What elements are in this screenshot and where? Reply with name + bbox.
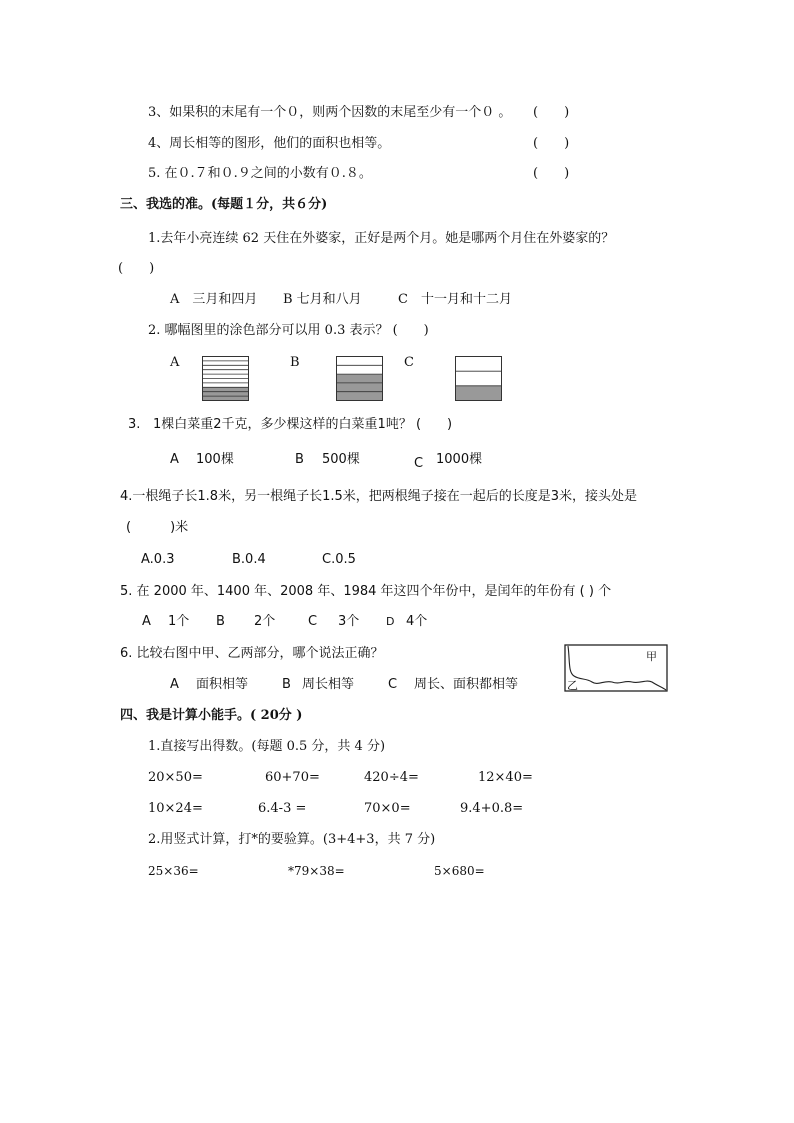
choice-q5-option-b[interactable]: 2个 <box>254 614 276 629</box>
choice-q2-label-c[interactable]: C <box>404 355 414 370</box>
figure-b-strips <box>336 356 384 402</box>
choice-q3-option-b[interactable]: 500棵 <box>322 452 360 467</box>
calc-item: 9.4+0.8= <box>460 801 524 816</box>
choice-q4-option-c[interactable]: C.0.5 <box>322 552 356 567</box>
choice-q6-option-c[interactable]: 周长、面积都相等 <box>414 677 519 692</box>
calc-vertical-item: 5×680= <box>434 864 485 878</box>
choice-q6-option-b[interactable]: 周长相等 <box>302 677 355 692</box>
choice-q5-option-c-letter[interactable]: C <box>308 614 318 629</box>
choice-q3-option-a-letter[interactable]: A <box>170 452 179 467</box>
choice-q6: 6. 比较右图中甲、乙两部分，哪个说法正确？ <box>120 646 384 661</box>
choice-q2-label-a[interactable]: A <box>170 355 180 370</box>
choice-q1-answer[interactable]: ( ) <box>118 261 155 276</box>
choice-q6-option-a[interactable]: 面积相等 <box>196 677 249 692</box>
judge-q3-answer[interactable]: ( ) <box>533 105 570 120</box>
calc-vertical-item: *79×38= <box>288 864 345 878</box>
choice-q5-option-a-letter[interactable]: A <box>142 614 151 629</box>
figure-label-jia: 甲 <box>646 650 657 663</box>
choice-q3-option-c-letter[interactable]: C <box>414 456 424 471</box>
choice-q4: 4.一根绳子长1.8米，另一根绳子长1.5米，把两根绳子接在一起后的长度是3米，接头处是 <box>120 489 638 504</box>
calc-item: 10×24= <box>148 801 203 816</box>
judge-q5-answer[interactable]: ( ) <box>533 166 570 181</box>
judge-q4: 4、周长相等的图形，他们的面积也相等。 <box>148 136 391 151</box>
choice-q2: 2. 哪幅图里的涂色部分可以用 0.3 表示？ ( ) <box>148 323 429 338</box>
choice-q4-option-a[interactable]: A.0.3 <box>141 552 175 567</box>
choice-q4-answer[interactable]: ( )米 <box>126 520 189 535</box>
choice-q5-option-d[interactable]: 4个 <box>406 614 428 629</box>
calc-item: 12×40= <box>478 770 533 785</box>
choice-q5-option-b-letter[interactable]: B <box>216 614 225 629</box>
figure-c-strips <box>455 356 503 402</box>
judge-q5: 5. 在０.７和０.９之间的小数有０.８。 <box>148 166 372 181</box>
calc-item: 420÷4= <box>364 770 419 785</box>
choice-q6-option-b-letter[interactable]: B <box>282 677 291 692</box>
choice-q3-option-b-letter[interactable]: B <box>295 452 304 467</box>
calc-item: 6.4-3 = <box>258 801 307 816</box>
choice-q1-option-a[interactable]: A 三月和四月 <box>170 292 258 307</box>
calc-item: 60+70= <box>265 770 320 785</box>
choice-q5-option-d-letter[interactable]: D <box>386 615 395 628</box>
calc-vertical-item: 25×36= <box>148 864 199 878</box>
section3-heading: 三、我选的准。(每题１分，共６分) <box>120 197 328 212</box>
choice-q5-option-c[interactable]: 3个 <box>338 614 360 629</box>
calc-item: 20×50= <box>148 770 203 785</box>
calc-sub1: 1.直接写出得数。(每题 0.5 分，共 4 分) <box>148 739 386 754</box>
section4-heading: 四、我是计算小能手。( 20分 ) <box>120 708 303 723</box>
choice-q4-option-b[interactable]: B.0.4 <box>232 552 266 567</box>
choice-q2-label-b[interactable]: B <box>290 355 300 370</box>
choice-q6-option-a-letter[interactable]: A <box>170 677 179 692</box>
choice-q3: 1棵白菜重2千克，多少棵这样的白菜重1吨？ ( ) <box>153 417 453 432</box>
choice-q3-option-a[interactable]: 100棵 <box>196 452 234 467</box>
calc-sub2: 2.用竖式计算，打*的要验算。(3+4+3，共 7 分) <box>148 832 436 847</box>
choice-q1-option-c[interactable]: C 十一月和十二月 <box>398 292 512 307</box>
choice-q3-number: 3. <box>128 417 141 432</box>
choice-q1: 1.去年小亮连续 62 天住在外婆家，正好是两个月。她是哪两个月住在外婆家的？ <box>148 231 615 246</box>
figure-jia-yi-regions <box>564 644 668 692</box>
choice-q1-option-b[interactable]: B 七月和八月 <box>283 292 362 307</box>
figure-label-yi: 乙 <box>567 679 578 692</box>
judge-q3: 3、如果积的末尾有一个０，则两个因数的末尾至少有一个０ 。 <box>148 105 512 120</box>
choice-q6-option-c-letter[interactable]: C <box>388 677 398 692</box>
choice-q5: 5. 在 2000 年、1400 年、2008 年、1984 年这四个年份中，是闰年的年份有 ( ) 个 <box>120 584 612 599</box>
judge-q4-answer[interactable]: ( ) <box>533 136 570 151</box>
figure-a-strips <box>202 356 250 402</box>
calc-item: 70×0= <box>364 801 411 816</box>
choice-q5-option-a[interactable]: 1个 <box>168 614 190 629</box>
choice-q3-option-c[interactable]: 1000棵 <box>436 452 483 467</box>
